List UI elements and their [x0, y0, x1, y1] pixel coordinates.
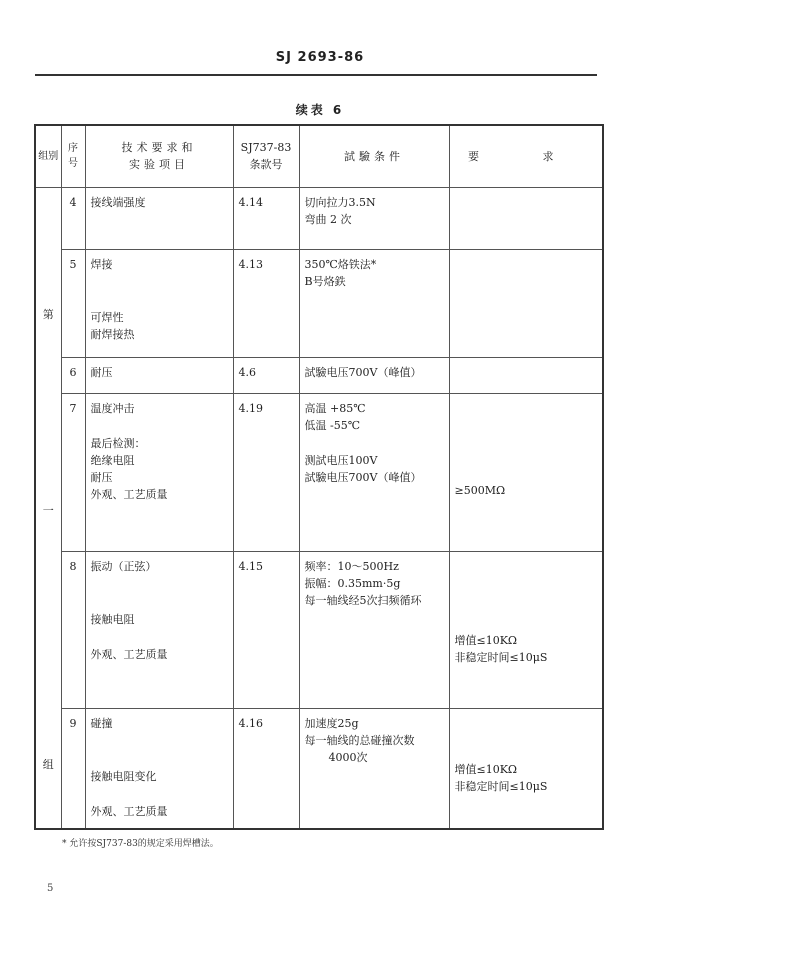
col-item-line1: 技术要求和 [121, 141, 197, 155]
group-char: 一 [42, 503, 54, 517]
col-cond: 試驗条件 [299, 125, 449, 187]
group-cell [35, 187, 61, 829]
col-group: 组别 [35, 125, 61, 187]
clause-cell: 4.15 [233, 552, 299, 708]
footnote: * 允许按SJ737-83的规定采用焊槽法。 [62, 839, 219, 849]
cond-cell [299, 357, 449, 393]
group-char: 第 [42, 307, 54, 321]
item-text: 绝缘电阻 [90, 454, 135, 468]
cond-cell [299, 708, 449, 828]
cond-cell [299, 393, 449, 551]
item-text: 焊接 [90, 257, 113, 271]
group-char: 组 [42, 757, 54, 771]
cond-text: 低温 -55℃ [304, 419, 361, 433]
table-row [35, 187, 603, 249]
col-item-line2: 实验项目 [129, 158, 189, 172]
cond-text: 测試电压100V [304, 454, 378, 468]
table-row [35, 357, 603, 393]
seq-cell: 8 [61, 552, 85, 708]
item-cell [85, 552, 233, 708]
item-cell [85, 708, 233, 828]
clause-cell: 4.14 [233, 187, 299, 249]
seq-cell: 4 [61, 187, 85, 249]
spec-table [34, 124, 604, 830]
cond-text: 高温 +85℃ [304, 401, 366, 415]
req-cell [449, 187, 603, 249]
seq-cell: 5 [61, 249, 85, 357]
table-row [35, 393, 603, 551]
col-req: 要 求 [449, 125, 603, 187]
cond-cell [299, 552, 449, 708]
item-text: 外观、工艺质量 [90, 488, 168, 502]
req-cell [449, 357, 603, 393]
req-text: ≥500MΩ [454, 483, 506, 497]
col-clause-line2: 条款号 [249, 158, 283, 172]
col-seq: 序号 [61, 125, 85, 187]
item-text: 碰撞 [90, 716, 113, 730]
header-rule [35, 74, 597, 76]
cond-text: 每一轴线经5次扫频循环 [304, 594, 422, 608]
item-text: 耐压 [90, 471, 113, 485]
item-text: 可焊性 [90, 310, 124, 324]
cond-cell [299, 249, 449, 357]
req-text: 增值≤10KΩ [454, 634, 518, 648]
doc-code: SJ 2693-86 [275, 50, 365, 65]
cond-text: 試驗电压700V（峰值） [304, 471, 422, 485]
col-clause-line1: SJ737-83 [240, 141, 292, 155]
item-text: 接触电阻变化 [90, 769, 157, 783]
cond-text: 350℃烙铁法* [304, 257, 377, 271]
table-row [35, 552, 603, 708]
item-text: 接线端强度 [90, 195, 146, 209]
cond-text: 频率：10～500Hz [304, 560, 399, 574]
item-text: 外观、工艺质量 [90, 804, 168, 818]
item-cell [85, 249, 233, 357]
cond-text: 振幅：0.35mm·5g [304, 577, 401, 591]
item-text: 温度冲击 [90, 401, 135, 415]
item-text: 振动（正弦） [90, 560, 157, 574]
clause-cell: 4.19 [233, 393, 299, 551]
item-text: 接触电阻 [90, 613, 135, 627]
table-row [35, 249, 603, 357]
item-text: 耐焊接热 [90, 327, 135, 341]
col-item [85, 125, 233, 187]
cond-text: B号烙鉄 [304, 274, 346, 288]
seq-cell: 7 [61, 393, 85, 551]
cond-text: 4000次 [328, 750, 368, 764]
seq-cell: 9 [61, 708, 85, 828]
req-cell [449, 249, 603, 357]
item-cell [85, 187, 233, 249]
req-text: 非稳定时间≤10μS [454, 779, 548, 793]
cond-cell [299, 187, 449, 249]
item-cell [85, 357, 233, 393]
cond-text: 加速度25g [304, 716, 359, 730]
item-text: 最后检测： [90, 437, 146, 451]
req-cell [449, 393, 603, 551]
clause-cell: 4.6 [233, 357, 299, 393]
req-cell [449, 708, 603, 828]
req-text: 增值≤10KΩ [454, 762, 518, 776]
seq-cell: 6 [61, 357, 85, 393]
req-cell [449, 552, 603, 708]
table-row [35, 708, 603, 828]
item-cell [85, 393, 233, 551]
clause-cell: 4.16 [233, 708, 299, 828]
clause-cell: 4.13 [233, 249, 299, 357]
cond-text: 每一轴线的总碰撞次数 [304, 733, 415, 747]
cond-text: 弯曲 2 次 [304, 212, 352, 226]
req-text: 非稳定时间≤10μS [454, 651, 548, 665]
table-caption: 续表 6 [295, 103, 345, 117]
col-clause [233, 125, 299, 187]
cond-text: 試驗电压700V（峰值） [304, 365, 422, 379]
page-number: 5 [47, 883, 54, 894]
item-text: 耐压 [90, 365, 113, 379]
cond-text: 切向拉力3.5N [304, 195, 376, 209]
item-text: 外观、工艺质量 [90, 648, 168, 662]
table-header-row [35, 125, 603, 187]
